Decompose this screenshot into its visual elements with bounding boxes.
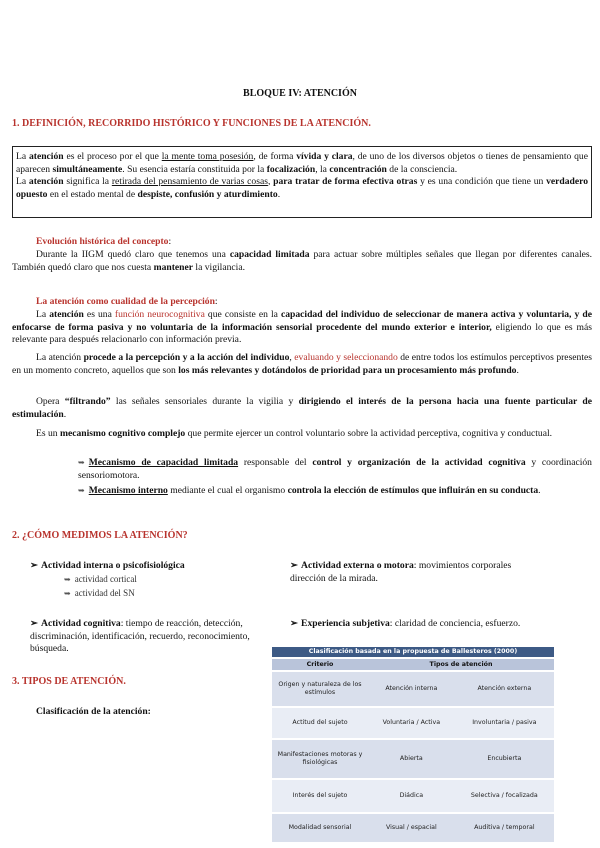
table-cell: Manifestaciones motoras y fisiológicas [272,740,368,780]
cualidad-paragraph-4: Es un mecanismo cognitivo complejo que permite ejercer un control voluntario sobre la actividad perceptiva, cognitiva y conductual. [36,428,553,439]
table-row [272,740,554,780]
table-cell: Origen y naturaleza de los estímulos [272,672,368,708]
table-row [272,780,554,814]
header-criterio: Criterio [272,659,368,672]
arrowhead-icon: ➢ [30,560,39,571]
table-row [272,708,554,740]
cualidad-paragraph-3: Opera “filtrando” las señales sensoriales durante la vigilia y dirigiendo el interés de la persona hacia una fuente particular de estimulación. [12,396,592,420]
table-cell: Interés del sujeto [272,780,368,814]
section-heading-2: 2. ¿CÓMO MEDIMOS LA ATENCIÓN? [12,530,188,541]
table-caption: Clasificación basada en la propuesta de Ballesteros (2000) [272,647,554,659]
definition-box [12,146,592,218]
table-row [272,672,554,708]
arrowhead-icon: ➢ [290,560,299,571]
table-cell: Actitud del sujeto [272,708,368,740]
historia-heading: Evolución histórica del concepto: [36,236,172,247]
arrowhead-icon: ➢ [290,618,299,629]
cualidad-heading: La atención como cualidad de la percepción: [36,296,218,307]
bullet-capacidad-limitada: ➥ Mecanismo de capacidad limitada responsable del control y organización de la actividad cognitiva y coordinación sensoriomotora. [78,457,592,481]
medida-experiencia-subjetiva: ➢ Experiencia subjetiva: claridad de conciencia, esfuerzo. [290,618,521,629]
header-tipos: Tipos de atención [368,659,554,672]
medida-interna-item: ➥ actividad del SN [64,588,135,598]
cualidad-paragraph-2: La atención procede a la percepción y a la acción del individuo, evaluando y seleccionando de entre todos los estímulos perceptivos presentes en un momento concreto, aquellos que son los más relevantes y dotándolos de prioridad para un procesamiento más profundo. [12,352,593,376]
medida-actividad-cognitiva: ➢ Actividad cognitiva: tiempo de reacción, detección, discriminación, identificación, recuerdo, reconocimiento, búsqueda. [30,618,250,655]
table-cell: Voluntaria / Activa [368,708,455,740]
definition-paragraph-1: La atención es el proceso por el que la mente toma posesión, de forma vívida y clara, de uno de los diversos objetos o tienes de pensamiento que aparecen simultáneamente. Su esencia estaría constituida por la focalización, la concentración de la consciencia. [16,151,588,175]
page-title: BLOQUE IV: ATENCIÓN [243,88,357,99]
table-cell: Selectiva / focalizada [455,780,554,814]
table-cell: Modalidad sensorial [272,814,368,844]
bullet-mecanismo-interno: ➥ Mecanismo interno mediante el cual el organismo controla la elección de estímulos que influirán en su conducta. [78,485,541,496]
historia-paragraph: Durante la IIGM quedó claro que tenemos una capacidad limitada para actuar sobre múltiples señales que llegan por diferentes canales. También quedó claro que nos cuesta mantener la vigilancia. [12,249,593,273]
cualidad-paragraph-1: La atención es una función neurocognitiva que consiste en la capacidad del individuo de seleccionar de manera activa y voluntaria, y de enfocarse de forma pasiva y no voluntaria de la información sensorial procedente del mundo exterior e interior, eligiendo lo que es más relevante para después relacionarlo con información previa. [12,309,592,346]
table-cell: Auditiva / temporal [455,814,554,844]
table-cell: Atención interna [368,672,455,708]
table-row [272,814,554,844]
table-cell: Visual / espacial [368,814,455,844]
arrow-icon: ➥ [78,458,85,467]
arrow-icon: ➥ [64,589,71,598]
arrow-icon: ➥ [64,575,71,584]
table-cell: Encubierta [455,740,554,780]
classification-table [272,647,554,844]
table-header-row [272,659,554,672]
medida-actividad-interna: ➢ Actividad interna o psicofisiológica [30,560,185,571]
medida-interna-item: ➥ actividad cortical [64,574,137,584]
section-heading-3: 3. TIPOS DE ATENCIÓN. [12,676,126,687]
table-cell: Abierta [368,740,455,780]
clasificacion-label: Clasificación de la atención: [36,706,151,717]
arrow-icon: ➥ [78,486,85,495]
table-cell: Involuntaria / pasiva [455,708,554,740]
table-cell: Atención externa [455,672,554,708]
table-cell: Diádica [368,780,455,814]
medida-actividad-externa: ➢ Actividad externa o motora: movimientos corporales dirección de la mirada. [290,560,512,584]
section-heading-1: 1. DEFINICIÓN, RECORRIDO HISTÓRICO Y FUNCIONES DE LA ATENCIÓN. [12,118,371,129]
definition-paragraph-2: La atención significa la retirada del pensamiento de varias cosas, para tratar de forma efectiva otras y es una condición que tiene un verdadero opuesto en el estado mental de despiste, confusión y aturdimiento. [16,176,588,200]
arrowhead-icon: ➢ [30,618,39,629]
table-caption-row [272,647,554,659]
